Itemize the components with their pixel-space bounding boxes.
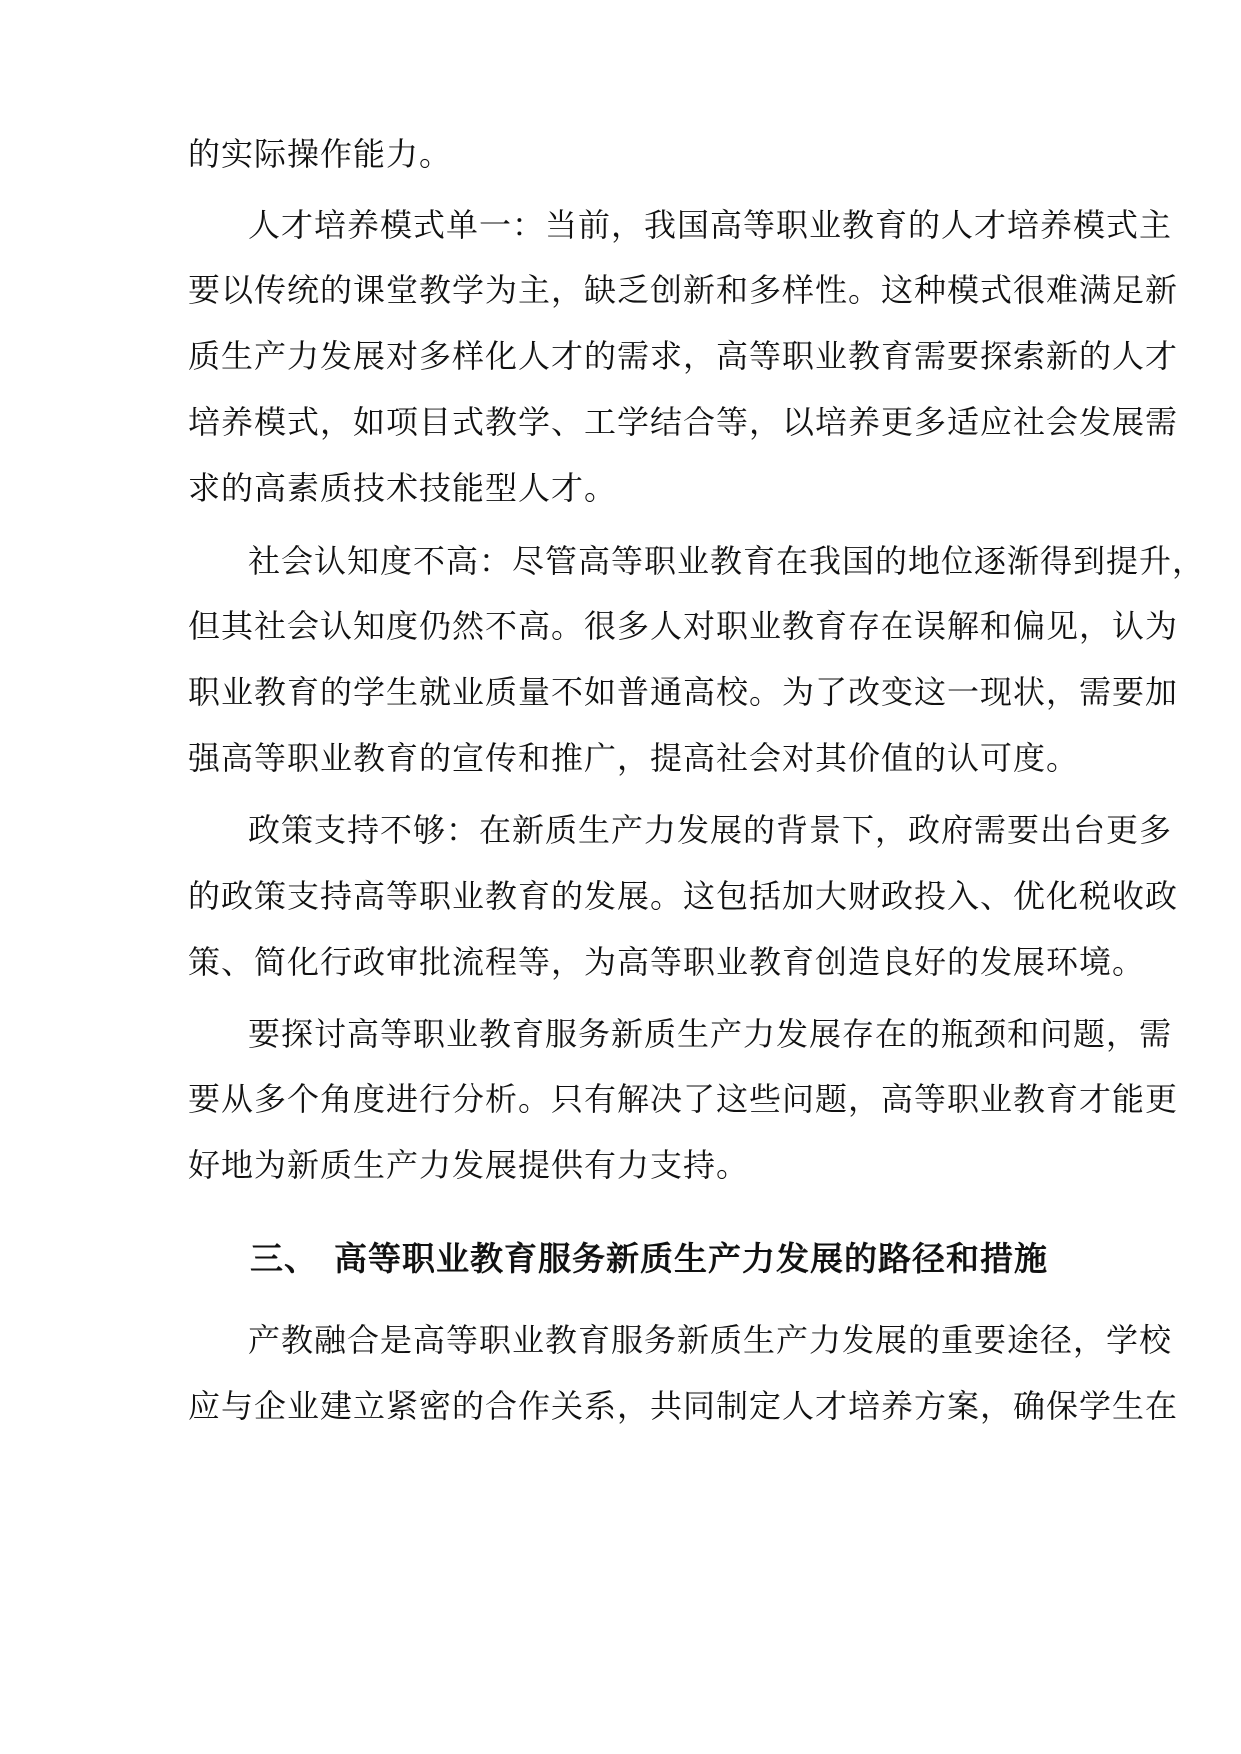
paragraph-line: 策、简化行政审批流程等，为高等职业教育创造良好的发展环境。 [188,943,1146,981]
section-heading [250,1237,1050,1281]
paragraph-line: 产教融合是高等职业教育服务新质生产力发展的重要途径，学校 [248,1321,1173,1359]
paragraph-line: 要从多个角度进行分析。只有解决了这些问题，高等职业教育才能更 [188,1080,1179,1118]
paragraph-line: 社会认知度不高：尽管高等职业教育在我国的地位逐渐得到提升， [248,542,1206,580]
paragraph-line: 好地为新质生产力发展提供有力支持。 [188,1146,750,1184]
paragraph-line: 政策支持不够：在新质生产力发展的背景下，政府需要出台更多 [248,811,1173,849]
section-number: 三、 [250,1239,318,1278]
paragraph-line: 要探讨高等职业教育服务新质生产力发展存在的瓶颈和问题，需 [248,1015,1173,1053]
paragraph-line: 应与企业建立紧密的合作关系，共同制定人才培养方案，确保学生在 [188,1387,1179,1425]
paragraph-line: 求的高素质技术技能型人才。 [188,469,618,507]
paragraph-line: 的政策支持高等职业教育的发展。这包括加大财政投入、优化税收政 [188,877,1179,915]
paragraph-line: 人才培养模式单一：当前，我国高等职业教育的人才培养模式主 [248,206,1173,244]
paragraph-line: 要以传统的课堂教学为主，缺乏创新和多样性。这种模式很难满足新 [188,271,1179,309]
paragraph-line: 质生产力发展对多样化人才的需求，高等职业教育需要探索新的人才 [188,337,1179,375]
paragraph-line: 培养模式，如项目式教学、工学结合等，以培养更多适应社会发展需 [188,403,1179,441]
paragraph-line: 强高等职业教育的宣传和推广，提高社会对其价值的认可度。 [188,739,1080,777]
paragraph-line: 职业教育的学生就业质量不如普通高校。为了改变这一现状，需要加 [188,673,1179,711]
paragraph-line: 但其社会认知度仍然不高。很多人对职业教育存在误解和偏见，认为 [188,607,1179,645]
section-title: 高等职业教育服务新质生产力发展的路径和措施 [334,1239,1048,1278]
paragraph-line: 的实际操作能力。 [188,135,453,173]
